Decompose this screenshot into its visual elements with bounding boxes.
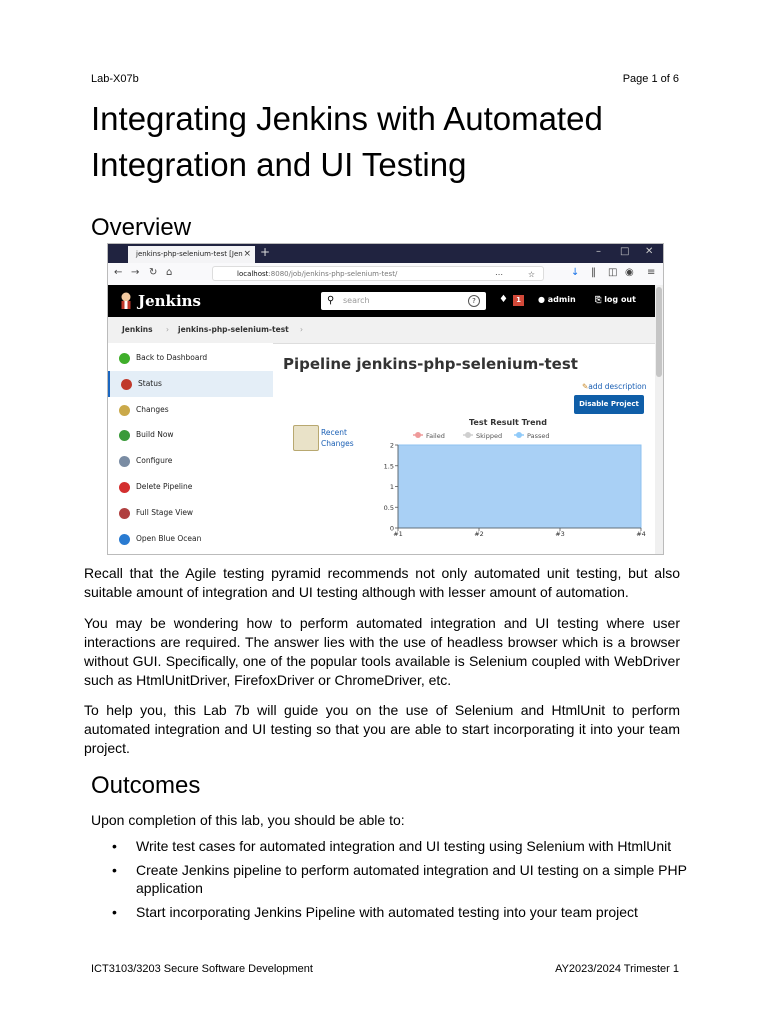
legend-marker <box>465 432 471 438</box>
sidebar-icon[interactable]: ◫ <box>608 267 618 278</box>
jenkins-logo[interactable]: Jenkins <box>138 292 201 310</box>
chart-title: Test Result Trend <box>469 418 547 427</box>
forward-icon[interactable]: → <box>131 267 140 278</box>
search-input[interactable] <box>321 292 486 310</box>
user-name: admin <box>547 295 576 304</box>
logout-label: log out <box>604 295 636 304</box>
sidebar-item-changes[interactable] <box>108 397 273 423</box>
sidebar-item-delete-pipeline[interactable] <box>108 474 273 500</box>
test-result-trend-chart <box>363 414 653 544</box>
sidebar-item-label: Status <box>138 378 162 388</box>
outcomes-list <box>112 837 692 927</box>
url-host: localhost <box>237 270 269 278</box>
sidebar-item-status[interactable] <box>108 371 273 397</box>
list-item: • Start incorporating Jenkins Pipeline with automated testing into your team project <box>112 903 692 921</box>
status-icon <box>121 379 132 390</box>
tab-title: jenkins-php-selenium-test [Jen <box>136 250 243 258</box>
scrollbar[interactable] <box>655 285 663 554</box>
library-icon[interactable]: ‖ <box>591 267 596 278</box>
jenkins-butler-icon <box>120 292 132 309</box>
bell-icon[interactable]: ♦ <box>499 294 508 305</box>
bookmark-star-icon[interactable]: ☆ <box>527 270 535 279</box>
sidebar-item-open-blue-ocean[interactable] <box>108 526 273 552</box>
lab-id: Lab-X07b <box>91 73 139 85</box>
legend-marker <box>415 432 421 438</box>
x-tick-label: #3 <box>555 530 565 538</box>
search-placeholder: search <box>343 296 370 305</box>
title-line-2: Integration and UI Testing <box>91 146 467 183</box>
breadcrumb-jenkins[interactable]: Jenkins <box>122 325 153 334</box>
sidebar-item-back-to-dashboard[interactable] <box>108 345 273 371</box>
user-link[interactable] <box>538 295 576 304</box>
home-icon[interactable]: ⌂ <box>166 267 173 278</box>
stage-view-icon <box>119 508 130 519</box>
sidebar-item-label: Back to Dashboard <box>136 353 208 362</box>
up-arrow-icon <box>119 353 130 364</box>
url-path: :8080/job/jenkins-php-selenium-test/ <box>268 270 398 278</box>
jenkins-screenshot <box>107 243 664 555</box>
breadcrumb-job[interactable]: jenkins-php-selenium-test <box>178 325 289 334</box>
sidebar-item-label: Configure <box>136 456 173 466</box>
sidebar-item-label: Full Stage View <box>136 507 194 517</box>
back-icon[interactable]: ← <box>114 267 123 278</box>
sidebar-item-label: Build Now <box>136 430 174 440</box>
disable-project-button[interactable]: Disable Project <box>574 395 644 414</box>
scrollbar-thumb[interactable] <box>656 287 662 377</box>
footer-course: ICT3103/3203 Secure Software Development <box>91 963 313 975</box>
menu-icon[interactable]: ≡ <box>647 267 656 278</box>
breadcrumb <box>108 317 655 344</box>
x-tick-label: #2 <box>474 530 484 538</box>
legend-label: Passed <box>527 432 550 440</box>
breadcrumb-separator-icon: › <box>166 325 169 334</box>
sidebar-item-configure[interactable] <box>108 448 273 474</box>
y-tick-label: 2 <box>389 441 394 450</box>
logout-link[interactable] <box>595 295 636 305</box>
sidebar <box>108 343 273 554</box>
outcomes-intro: Upon completion of this lab, you should be able to: <box>91 812 405 828</box>
y-tick-label: 0 <box>389 524 394 533</box>
sidebar-item-label: Changes <box>136 404 169 414</box>
notepad-icon[interactable] <box>293 425 319 451</box>
new-tab-icon[interactable]: + <box>260 245 271 259</box>
x-tick-label: #4 <box>636 530 646 538</box>
jenkins-header <box>108 285 655 317</box>
gear-icon <box>119 456 130 467</box>
sidebar-item-label: Open Blue Ocean <box>136 533 202 543</box>
logout-icon: ⎘ <box>595 295 605 304</box>
add-description-link[interactable] <box>582 382 647 391</box>
y-tick-label: 1.5 <box>383 462 394 471</box>
add-description-label: add description <box>588 382 647 391</box>
legend-marker <box>516 432 522 438</box>
reload-icon[interactable]: ↻ <box>149 267 158 278</box>
window-close-icon[interactable]: ✕ <box>645 246 654 257</box>
browser-tab[interactable] <box>128 246 255 263</box>
paragraph-3: To help you, this Lab 7b will guide you on the use of Selenium and HtmlUnit to perform automated integration and UI testing so that you are able to start incorporating it into your team project. <box>84 702 680 756</box>
y-tick-label: 0.5 <box>383 503 394 512</box>
url-bar[interactable] <box>212 266 544 281</box>
list-item: • Write test cases for automated integration and UI testing using Selenium with HtmlUnit <box>112 837 692 855</box>
blue-ocean-icon <box>119 534 130 545</box>
maximize-icon[interactable]: □ <box>620 246 630 257</box>
account-icon[interactable]: ◉ <box>625 267 634 278</box>
overview-heading: Overview <box>91 214 192 241</box>
edit-icon: ✎ <box>582 382 589 391</box>
legend-label: Failed <box>426 432 445 440</box>
list-item: • Create Jenkins pipeline to perform automated integration and UI testing on a simple PHP application <box>112 861 692 897</box>
sidebar-item-label: Delete Pipeline <box>136 482 193 491</box>
pipeline-title: Pipeline jenkins-php-selenium-test <box>283 355 578 373</box>
page-title <box>91 96 691 188</box>
tab-close-icon[interactable]: × <box>243 249 251 259</box>
notification-badge[interactable]: 1 <box>513 295 524 306</box>
changes-icon <box>119 405 130 416</box>
recent-changes-link[interactable] <box>321 427 354 449</box>
build-icon <box>119 430 130 441</box>
search-icon: ⚲ <box>327 295 335 306</box>
recent-changes-line-2: Changes <box>321 439 354 448</box>
download-icon[interactable]: ↓ <box>571 267 580 278</box>
x-tick-label: #1 <box>393 530 403 538</box>
delete-icon <box>119 482 130 493</box>
page-actions-icon[interactable]: ⋯ <box>495 270 503 279</box>
y-tick-label: 1 <box>389 483 394 491</box>
breadcrumb-separator-icon: › <box>300 325 303 334</box>
series-passed-area <box>398 445 641 528</box>
help-icon[interactable]: ? <box>468 295 480 307</box>
minimize-icon[interactable]: – <box>596 246 601 257</box>
sidebar-item-full-stage-view[interactable] <box>108 500 273 526</box>
recent-changes-line-1: Recent <box>321 428 347 437</box>
title-line-1: Integrating Jenkins with Automated <box>91 100 603 137</box>
legend-label: Skipped <box>476 432 503 440</box>
outcomes-heading: Outcomes <box>91 772 201 799</box>
browser-navbar <box>108 263 663 286</box>
user-icon: ● <box>538 295 548 304</box>
browser-tabbar <box>108 244 663 263</box>
page-number: Page 1 of 6 <box>622 73 679 85</box>
paragraph-2: You may be wondering how to perform automated integration and UI testing where user interactions are required. The answer lies with the use of headless browser which is a browser without GUI. Specifically, one of the popular tools available is Selenium coupled with WebDriver such as HtmlUnitDriver, FirefoxDriver or ChromeDriver, etc. <box>84 615 680 688</box>
sidebar-item-build-now[interactable] <box>108 422 273 448</box>
paragraph-1: Recall that the Agile testing pyramid recommends not only automated unit testing, but also suitable amount of integration and UI testing although with lesser amount of automation. <box>84 565 680 600</box>
footer-term: AY2023/2024 Trimester 1 <box>555 963 679 975</box>
